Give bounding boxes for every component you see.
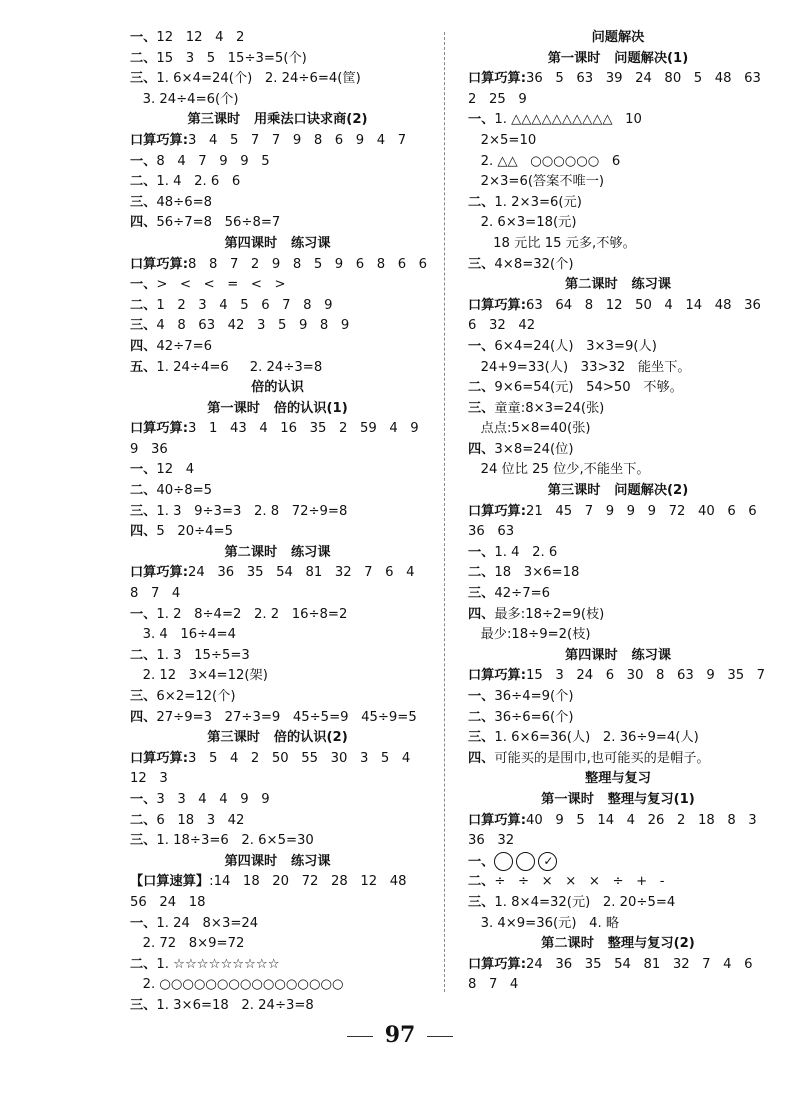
circle-icon	[516, 852, 535, 871]
answer-line: 点点:5×8=40(张)	[468, 421, 591, 437]
answer-line	[468, 543, 768, 564]
answer-text: 1. 2 8÷4=2 2. 2 16÷8=2	[156, 606, 348, 622]
answer-line	[468, 893, 768, 914]
column-divider	[444, 32, 445, 992]
answer-text: 8 8 7 2 9 8 5 9 6 8 6 6	[188, 256, 428, 272]
footer-dash-right	[427, 1036, 453, 1037]
question-label: 二、	[468, 194, 495, 210]
answer-line	[468, 563, 768, 584]
question-label: 一、	[130, 606, 157, 622]
answer-line	[130, 337, 425, 358]
answer-text: 12 12 4 2	[156, 30, 245, 45]
answer-line: 12 3	[130, 771, 168, 787]
answer-line	[130, 316, 425, 337]
question-label: 二、	[130, 956, 157, 972]
answer-line: 2×5=10	[468, 132, 537, 148]
answer-text: 15 3 5 15÷3=5(个)	[156, 50, 307, 66]
answer-line	[130, 831, 425, 852]
answer-line	[130, 955, 425, 976]
answer-text: 4×8=32(个)	[494, 256, 574, 272]
question-label: 一、	[130, 30, 157, 45]
question-label: 三、	[468, 586, 495, 602]
answer-text: 63 64 8 12 50 4 14 48 36	[526, 297, 761, 313]
footer-dash-left	[347, 1036, 373, 1037]
answer-line: 56 24 18	[130, 894, 206, 910]
answer-text: 56÷7=8 56÷8=7	[156, 215, 281, 231]
answer-line	[130, 502, 425, 523]
answer-text: 1. 3×6=18 2. 24÷3=8	[156, 997, 314, 1013]
question-label: 三、	[130, 833, 157, 849]
question-label: 一、	[468, 112, 495, 128]
section-heading: 第二课时 练习课	[564, 277, 672, 293]
question-label: 口算巧算:	[130, 565, 189, 581]
answer-line: 3. 4×9=36(元) 4. 略	[468, 915, 620, 931]
question-label: 二、	[468, 709, 495, 725]
answer-line: 2×3=6(答案不唯一)	[468, 174, 605, 190]
answer-line	[130, 460, 425, 481]
answer-text: 9×6=54(元) 54>50 不够。	[494, 380, 683, 396]
answer-line: 6 32 42	[468, 318, 536, 334]
answer-text: 3 1 43 4 16 35 2 59 4 9	[188, 421, 419, 437]
question-label: 三、	[130, 71, 157, 87]
circle-icon	[494, 852, 513, 871]
question-label: 一、	[130, 791, 157, 807]
question-label: 口算巧算:	[468, 668, 527, 684]
answer-text: 可能买的是围巾,也可能买的是帽子。	[494, 750, 710, 766]
answer-line	[130, 872, 425, 893]
answer-line	[468, 666, 768, 687]
question-label: 三、	[130, 318, 157, 334]
answer-line: 2. △△ ○○○○○○ 6	[468, 153, 621, 169]
page-number: 97	[384, 1022, 416, 1048]
answer-line: 3. 4 16÷4=4	[130, 627, 236, 643]
section-heading: 第二课时 练习课	[224, 544, 331, 560]
section-heading: 整理与复习	[585, 771, 651, 787]
question-label: 二、	[130, 812, 157, 828]
section-heading: 第四课时 练习课	[564, 647, 672, 663]
question-label: 四、	[130, 338, 157, 354]
answer-line: 2. 6×3=18(元)	[468, 215, 577, 231]
answer-line: 2. 72 8×9=72	[130, 936, 245, 952]
answer-text: 1. 24 8×3=24	[156, 915, 259, 931]
answer-line: 2 25 9	[468, 91, 527, 107]
answer-line	[130, 687, 425, 708]
section-heading: 第一课时 问题解决(1)	[547, 50, 689, 66]
answer-line	[468, 605, 768, 626]
section-heading: 问题解决	[591, 30, 645, 45]
answer-text: 36 5 63 39 24 80 5 48 63	[526, 71, 761, 87]
answer-line	[130, 708, 425, 729]
answer-text: 1. 4 2. 6 6	[156, 174, 241, 190]
answer-line	[468, 955, 768, 976]
answer-text: 1 2 3 4 5 6 7 8 9	[156, 297, 333, 313]
answer-line	[468, 502, 768, 523]
answer-text: 8 4 7 9 9 5	[156, 153, 270, 169]
question-label: 一、	[130, 462, 157, 478]
question-label: 三、	[130, 689, 157, 704]
answer-line	[130, 811, 425, 832]
answer-text: 21 45 7 9 9 9 72 40 6 6	[526, 503, 757, 519]
answer-line: 36 32	[468, 833, 515, 849]
answer-text: 27÷9=3 27÷3=9 45÷5=9 45÷9=5	[156, 709, 417, 725]
section-heading: 第二课时 整理与复习(2)	[541, 936, 695, 952]
answer-text: 最多:18÷2=9(枝)	[494, 606, 605, 622]
question-label: 三、	[468, 730, 495, 746]
answer-line	[130, 563, 425, 584]
answer-text: 6×4=24(人) 3×3=9(人)	[494, 338, 657, 354]
section-heading: 倍的认识	[251, 380, 304, 396]
question-label: 二、	[130, 174, 157, 190]
answer-line	[130, 419, 425, 440]
answer-text: 3 5 4 2 50 55 30 3 5 4	[188, 750, 411, 766]
question-label: 四、	[468, 441, 495, 457]
section-heading: 第一课时 倍的认识(1)	[207, 400, 348, 416]
answer-line	[130, 996, 425, 1017]
answer-line	[130, 481, 425, 502]
answer-line	[130, 358, 425, 379]
answer-text: 1. 6×6=36(人) 2. 36÷9=4(人)	[494, 730, 699, 746]
question-label: 二、	[468, 380, 495, 396]
question-label: 口算巧算:	[130, 132, 189, 148]
answer-text: 12 4	[156, 462, 195, 478]
question-label: 三、	[130, 503, 157, 519]
question-label: 三、	[468, 256, 495, 272]
question-label: 五、	[130, 359, 157, 375]
question-label: 二、	[468, 565, 495, 581]
question-label: 口算巧算:	[468, 503, 527, 519]
answer-text: 36÷4=9(个)	[494, 689, 574, 704]
circles-answer-line	[468, 852, 768, 873]
question-label: 一、	[468, 544, 495, 560]
answer-text: > < < = < >	[156, 277, 286, 293]
answer-line	[468, 687, 768, 708]
answer-line	[130, 49, 425, 70]
question-label: 一、	[130, 915, 157, 931]
answer-line	[468, 811, 768, 832]
page-footer	[0, 1022, 800, 1048]
answer-text: 1. 8×4=32(元) 2. 20÷5=4	[494, 894, 676, 910]
question-label: 口算巧算:	[130, 256, 189, 272]
question-label: 一、	[468, 689, 495, 704]
answer-text: 3×8=24(位)	[494, 441, 574, 457]
answer-text: 1. 3 15÷5=3	[156, 647, 250, 663]
answer-line	[130, 152, 425, 173]
answer-line	[130, 275, 425, 296]
left-column	[130, 28, 428, 1017]
section-heading: 第四课时 练习课	[224, 235, 331, 251]
answer-line: 3. 24÷4=6(个)	[130, 91, 239, 107]
question-label: 【口算速算】	[130, 874, 210, 890]
answer-line: 2. 12 3×4=12(架)	[130, 668, 268, 684]
answer-line	[130, 296, 425, 317]
answer-line	[468, 193, 768, 214]
answer-line: 最少:18÷9=2(枝)	[468, 627, 591, 643]
answer-text: 36÷6=6(个)	[494, 709, 574, 725]
answer-line	[130, 193, 425, 214]
question-label: 二、	[130, 483, 157, 499]
answer-text: 童童:8×3=24(张)	[494, 400, 605, 416]
section-heading: 第三课时 倍的认识(2)	[207, 730, 348, 746]
answer-text: 40÷8=5	[156, 483, 213, 499]
answer-line	[468, 255, 768, 276]
section-heading: 第三课时 问题解决(2)	[547, 483, 689, 499]
answer-line: 8 7 4	[130, 586, 181, 602]
answer-text: ÷ ÷ × × × ÷ + -	[494, 874, 665, 890]
question-label: 三、	[130, 997, 157, 1013]
answer-line	[468, 337, 768, 358]
answer-line	[130, 172, 425, 193]
question-label: 四、	[468, 606, 495, 622]
answer-line	[468, 440, 768, 461]
answer-line	[130, 790, 425, 811]
circles-prefix: 一、	[468, 854, 495, 870]
answer-line: 2. ○○○○○○○○○○○○○○○○	[130, 977, 344, 993]
circle-icon	[538, 852, 557, 871]
answer-text: 24 36 35 54 81 32 7 6 4	[188, 565, 415, 581]
answer-line	[130, 28, 425, 49]
answer-line	[130, 522, 425, 543]
answer-line	[468, 708, 768, 729]
question-label: 二、	[130, 297, 157, 313]
answer-text: 1. 3 9÷3=3 2. 8 72÷9=8	[156, 503, 348, 519]
question-label: 四、	[130, 709, 157, 725]
answer-line: 24+9=33(人) 33>32 能坐下。	[468, 359, 691, 375]
answer-line: 9 36	[130, 441, 168, 457]
answer-line	[468, 110, 768, 131]
answer-line	[130, 605, 425, 626]
answer-text: 18 3×6=18	[494, 565, 580, 581]
question-label: 二、	[130, 647, 157, 663]
question-label: 四、	[130, 524, 157, 540]
answer-text: 3 4 5 7 7 9 8 6 9 4 7	[188, 132, 407, 148]
answer-line	[130, 69, 425, 90]
question-label: 三、	[130, 194, 157, 210]
answer-line: 18 元比 15 元多,不够。	[468, 235, 636, 251]
answer-line	[130, 749, 425, 770]
answer-text: 1. 6×4=24(个) 2. 24÷6=4(筐)	[156, 71, 361, 87]
question-label: 二、	[468, 874, 495, 890]
answer-text: :14 18 20 72 28 12 48	[209, 874, 407, 890]
question-label: 一、	[130, 277, 157, 293]
question-label: 口算巧算:	[468, 956, 527, 972]
answer-text: 1. 2×3=6(元)	[494, 194, 582, 210]
answer-line	[468, 584, 768, 605]
question-label: 口算巧算:	[130, 750, 189, 766]
question-label: 一、	[130, 153, 157, 169]
answer-line	[130, 255, 428, 276]
answer-line	[468, 872, 768, 893]
answer-line	[468, 749, 768, 770]
answer-line	[468, 728, 768, 749]
answer-text: 6 18 3 42	[156, 812, 245, 828]
question-label: 口算巧算:	[468, 297, 527, 313]
answer-text: 48÷6=8	[156, 194, 213, 210]
answer-text: 1. 4 2. 6	[494, 544, 558, 560]
answer-line	[468, 69, 768, 90]
question-label: 三、	[468, 400, 495, 416]
answer-line	[468, 399, 768, 420]
question-label: 三、	[468, 894, 495, 910]
question-label: 四、	[468, 750, 495, 766]
answer-text: 1. 18÷3=6 2. 6×5=30	[156, 833, 314, 849]
question-label: 口算巧算:	[468, 812, 527, 828]
answer-line	[468, 378, 768, 399]
answer-text: 1. 24÷4=6 2. 24÷3=8	[156, 359, 323, 375]
answer-line	[130, 131, 425, 152]
checkmark-icon: ✓	[543, 853, 554, 868]
answer-line: 36 63	[468, 524, 515, 540]
answer-text: 1. △△△△△△△△△△ 10	[494, 112, 642, 128]
answer-text: 42÷7=6	[494, 586, 551, 602]
answer-text: 3 3 4 4 9 9	[156, 791, 270, 807]
right-column	[468, 28, 768, 996]
answer-line: 24 位比 25 位少,不能坐下。	[468, 462, 650, 478]
answer-text: 1. ☆☆☆☆☆☆☆☆☆	[156, 956, 280, 972]
answer-text: 4 8 63 42 3 5 9 8 9	[156, 318, 350, 334]
answer-text: 15 3 24 6 30 8 63 9 35 7	[526, 668, 766, 684]
answer-text: 24 36 35 54 81 32 7 4 6	[526, 956, 753, 972]
answer-text: 5 20÷4=5	[156, 524, 234, 540]
question-label: 二、	[130, 50, 157, 66]
question-label: 一、	[468, 338, 495, 354]
question-label: 口算巧算:	[468, 71, 527, 87]
answer-text: 42÷7=6	[156, 338, 213, 354]
section-heading: 第三课时 用乘法口诀求商(2)	[187, 112, 368, 128]
answer-text: 6×2=12(个)	[156, 689, 236, 704]
answer-line	[130, 914, 425, 935]
section-heading: 第一课时 整理与复习(1)	[541, 791, 695, 807]
answer-line: 8 7 4	[468, 977, 519, 993]
question-label: 口算巧算:	[130, 421, 189, 437]
answer-line	[468, 296, 768, 317]
answer-text: 40 9 5 14 4 26 2 18 8 3	[526, 812, 757, 828]
section-heading: 第四课时 练习课	[224, 853, 331, 869]
answer-line	[130, 213, 425, 234]
question-label: 四、	[130, 215, 157, 231]
answer-line	[130, 646, 425, 667]
